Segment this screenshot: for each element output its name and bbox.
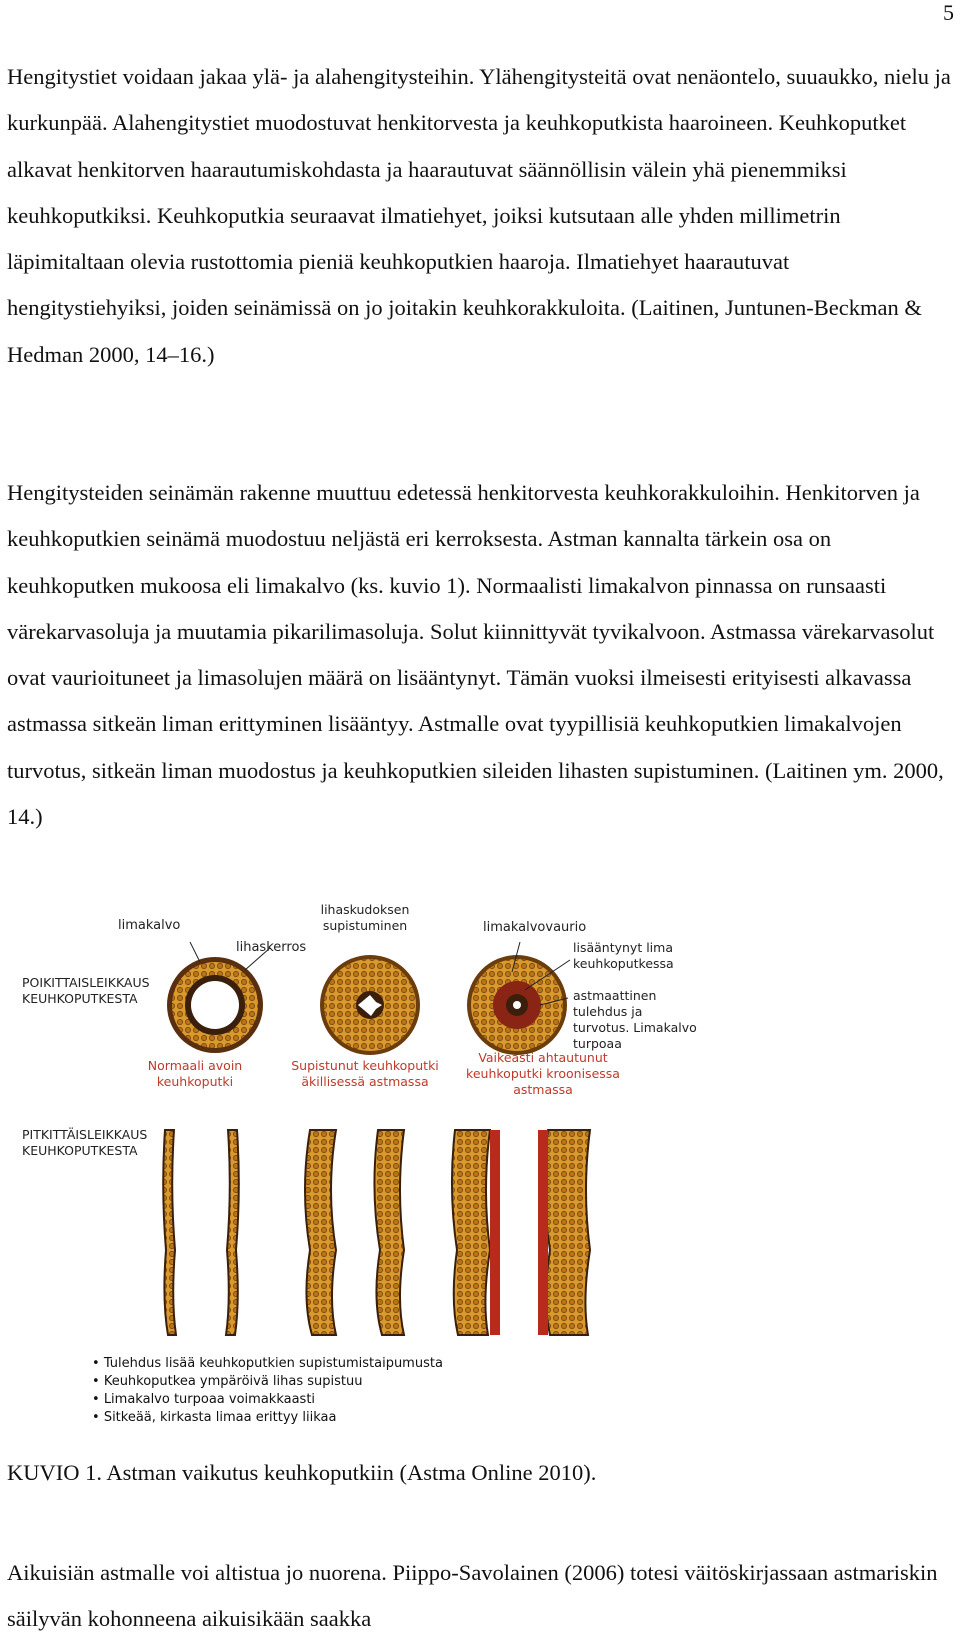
label-lihaskudos: lihaskudoksen supistuminen — [320, 902, 410, 933]
cross-section-acute — [320, 955, 420, 1055]
cross-section-chronic — [467, 955, 567, 1055]
cross-section-label: POIKITTAISLEIKKAUS KEUHKOPUTKESTA — [22, 975, 150, 1006]
label-limakalvovaurio: limakalvovaurio — [483, 920, 587, 935]
state-acute: Supistunut keuhkoputki äkillisessä astmassa — [291, 1058, 439, 1089]
cross-section-normal — [167, 957, 263, 1053]
state-normal: Normaali avoin keuhkoputki — [147, 1058, 243, 1089]
state-chronic: Vaikeasti ahtautunut keuhkoputki kroonisessa astmassa — [466, 1050, 620, 1097]
longitudinal-normal — [163, 1130, 239, 1335]
label-lisaantynyt-lima: lisääntynyt lima keuhkoputkessa — [573, 940, 674, 971]
legend-item: • Limakalvo turpoaa voimakkaasti — [92, 1391, 443, 1409]
label-lihaskerros: lihaskerros — [236, 940, 307, 955]
longitudinal-label: PITKITTÄISLEIKKAUS KEUHKOPUTKESTA — [22, 1127, 148, 1158]
label-limakalvo: limakalvo — [118, 918, 181, 933]
legend-item: • Keuhkoputkea ympäröivä lihas supistuu — [92, 1373, 443, 1391]
longitudinal-acute — [305, 1130, 404, 1335]
page-number: 5 — [943, 0, 954, 25]
longitudinal-chronic — [452, 1130, 590, 1335]
paragraph-wall-structure: Hengitysteiden seinämän rakenne muuttuu edetessä henkitorvesta keuhkorakkuloihin. Henkitorven ja keuhkoputkien seinämä muodostuu neljästä eri kerroksesta. Astman kannalta tärkein osa on keuhkoputken mukoosa eli limakalvo (ks. kuvio 1). Normaalisti limakalvon pinnassa on runsaasti värekarvasoluja ja muutamia pikarilimasoluja. Solut kiinnittyvät tyvikalvoon. Astmassa värekarvasolut ovat vaurioituneet ja limasolujen määrä on lisääntynyt. Tämän vuoksi ilmeisesti erityisesti alkavassa astmassa sitkeän liman erittyminen lisääntyy. Astmalle ovat tyypillisiä keuhkoputkien limakalvojen turvotus, sitkeän liman muodostus ja keuhkoputkien sileiden lihasten supistuminen. (Laitinen ym. 2000, 14.) — [7, 480, 944, 830]
figure-legend — [92, 1355, 443, 1427]
legend-item: • Tulehdus lisää keuhkoputkien supistumistaipumusta — [92, 1355, 443, 1373]
paragraph-adult-asthma: Aikuisiän astmalle voi altistua jo nuorena. Piippo-Savolainen (2006) totesi väitöskirjassaan astmariskin säilyvän kohonneena aikuisikään saakka — [7, 1560, 938, 1632]
figure-caption: KUVIO 1. Astman vaikutus keuhkoputkiin (Astma Online 2010). — [7, 1460, 597, 1485]
label-tulehdus: astmaattinen tulehdus ja turvotus. Limakalvo turpoaa — [573, 988, 697, 1051]
paragraph-airways: Hengitystiet voidaan jakaa ylä- ja alahengitysteihin. Ylähengitysteitä ovat nenäontelo, suuaukko, nielu ja kurkunpää. Alahengitystiet muodostuvat henkitorvesta ja keuhkoputkista haaroineen. Keuhkoputket alkavat henkitorven haarautumiskohdasta ja haarautuvat säännöllisin välein yhä pienemmiksi keuhkoputkiksi. Keuhkoputkia seuraavat ilmatiehyet, joiksi kutsutaan alle yhden millimetrin läpimitaltaan olevia rustottomia pieniä keuhkoputkien haaroja. Ilmatiehyet haarautuvat hengitystiehyiksi, joiden seinämissä on jo joitakin keuhkorakkuloita. (Laitinen, Juntunen-Beckman & Hedman 2000, 14–16.) — [7, 64, 951, 367]
legend-item: • Sitkeää, kirkasta limaa erittyy liikaa — [92, 1409, 443, 1427]
